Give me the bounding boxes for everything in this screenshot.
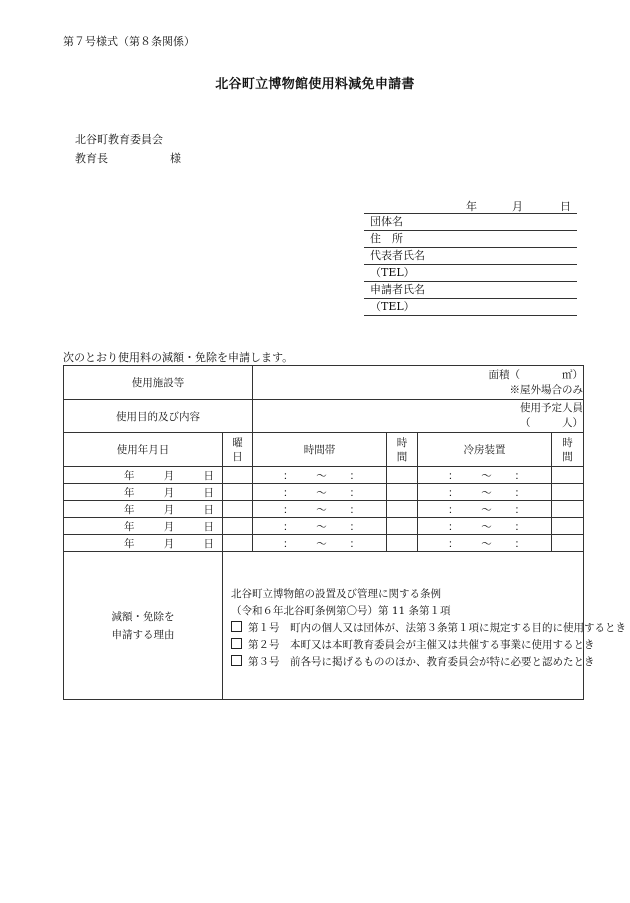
date-day[interactable]: 日 — [560, 200, 571, 213]
people-count: （ 人） — [520, 417, 583, 429]
ac-time[interactable]: ： ～ ： — [418, 518, 552, 535]
facility-value[interactable] — [253, 366, 584, 400]
table-row — [64, 501, 584, 518]
usage-date[interactable]: 年 月 日 — [64, 535, 223, 552]
ac-hours[interactable] — [552, 501, 584, 518]
usage-weekday[interactable] — [223, 518, 253, 535]
date-year[interactable]: 年 — [466, 200, 477, 213]
usage-date[interactable]: 年 月 日 — [64, 501, 223, 518]
reason-content — [223, 552, 626, 700]
area-line: 面積（ ㎡） — [488, 368, 583, 381]
checkbox-icon[interactable] — [231, 621, 242, 632]
usage-date[interactable]: 年 月 日 — [64, 518, 223, 535]
header-hours-1: 時 — [396, 436, 408, 449]
field-applicant[interactable]: 申請者氏名 — [364, 282, 577, 299]
header-weekday — [223, 433, 253, 467]
field-applicant-tel[interactable]: （TEL） — [364, 299, 577, 316]
header-ac-hours-2: 間 — [562, 450, 573, 463]
field-representative-tel[interactable]: （TEL） — [364, 265, 577, 282]
usage-date[interactable]: 年 月 日 — [64, 467, 223, 484]
facility-label: 使用施設等 — [64, 366, 253, 400]
addressee-honorific: 様 — [170, 152, 181, 165]
ac-hours[interactable] — [552, 467, 584, 484]
ac-time[interactable]: ： ～ ： — [418, 467, 552, 484]
intro-text: 次のとおり使用料の減額・免除を申請します。 — [63, 351, 294, 364]
header-time: 時間帯 — [253, 433, 387, 467]
field-group-name[interactable]: 団体名 — [364, 214, 577, 231]
ac-hours[interactable] — [552, 518, 584, 535]
purpose-value[interactable] — [253, 400, 584, 433]
reason-label — [64, 552, 223, 700]
date-month[interactable]: 月 — [512, 200, 523, 213]
application-table — [63, 365, 626, 700]
usage-time[interactable]: ： ～ ： — [253, 484, 387, 501]
reason-option-3[interactable]: 第３号 前各号に掲げるもののほか、教育委員会が特に必要と認めたとき — [231, 654, 579, 671]
checkbox-icon[interactable] — [231, 655, 242, 666]
date-row — [364, 198, 577, 213]
ordinance-ref: （令和６年北谷町条例第〇号）第 11 条第１項 — [231, 605, 451, 617]
usage-weekday[interactable] — [223, 467, 253, 484]
usage-date[interactable]: 年 月 日 — [64, 484, 223, 501]
usage-time[interactable]: ： ～ ： — [253, 518, 387, 535]
usage-time[interactable]: ： ～ ： — [253, 535, 387, 552]
field-representative[interactable]: 代表者氏名 — [364, 248, 577, 265]
reason-label-1: 減額・免除を — [111, 610, 175, 623]
usage-hours[interactable] — [387, 535, 418, 552]
ordinance-title: 北谷町立博物館の設置及び管理に関する条例 — [231, 588, 441, 600]
header-weekday-1: 曜 — [232, 436, 243, 449]
ac-time[interactable]: ： ～ ： — [418, 535, 552, 552]
table-row — [64, 467, 584, 484]
header-ac: 冷房装置 — [418, 433, 552, 467]
usage-hours[interactable] — [387, 501, 418, 518]
ac-hours[interactable] — [552, 535, 584, 552]
usage-weekday[interactable] — [223, 535, 253, 552]
usage-weekday[interactable] — [223, 484, 253, 501]
usage-hours[interactable] — [387, 467, 418, 484]
form-number: 第７号様式（第８条関係） — [63, 35, 195, 48]
header-ac-hours — [552, 433, 584, 467]
reason-option-1[interactable]: 第１号 町内の個人又は団体が、法第３条第１項に規定する目的に使用するとき — [231, 620, 579, 637]
ac-time[interactable]: ： ～ ： — [418, 484, 552, 501]
header-weekday-2: 日 — [232, 450, 243, 463]
header-hours-2: 間 — [396, 450, 408, 463]
usage-weekday[interactable] — [223, 501, 253, 518]
purpose-label: 使用目的及び内容 — [64, 400, 253, 433]
reason-option-2[interactable]: 第２号 本町又は本町教育委員会が主催又は共催する事業に使用するとき — [231, 637, 579, 654]
reason-label-2: 申請する理由 — [111, 628, 175, 641]
table-row — [64, 518, 584, 535]
usage-time[interactable]: ： ～ ： — [253, 467, 387, 484]
page-title: 北谷町立博物館使用料減免申請書 — [215, 77, 415, 92]
field-address[interactable]: 住 所 — [364, 231, 577, 248]
table-row — [64, 484, 584, 501]
ac-hours[interactable] — [552, 484, 584, 501]
header-date: 使用年月日 — [64, 433, 223, 467]
people-label: 使用予定人員 — [520, 402, 583, 414]
checkbox-icon[interactable] — [231, 638, 242, 649]
table-row — [64, 535, 584, 552]
usage-time[interactable]: ： ～ ： — [253, 501, 387, 518]
addressee-org: 北谷町教育委員会 — [75, 133, 163, 146]
header-hours — [387, 433, 418, 467]
usage-hours[interactable] — [387, 484, 418, 501]
area-note: ※屋外場合のみ — [509, 383, 583, 396]
header-ac-hours-1: 時 — [562, 436, 573, 449]
usage-hours[interactable] — [387, 518, 418, 535]
applicant-block — [364, 198, 577, 316]
ac-time[interactable]: ： ～ ： — [418, 501, 552, 518]
addressee-title: 教育長 — [75, 152, 108, 165]
